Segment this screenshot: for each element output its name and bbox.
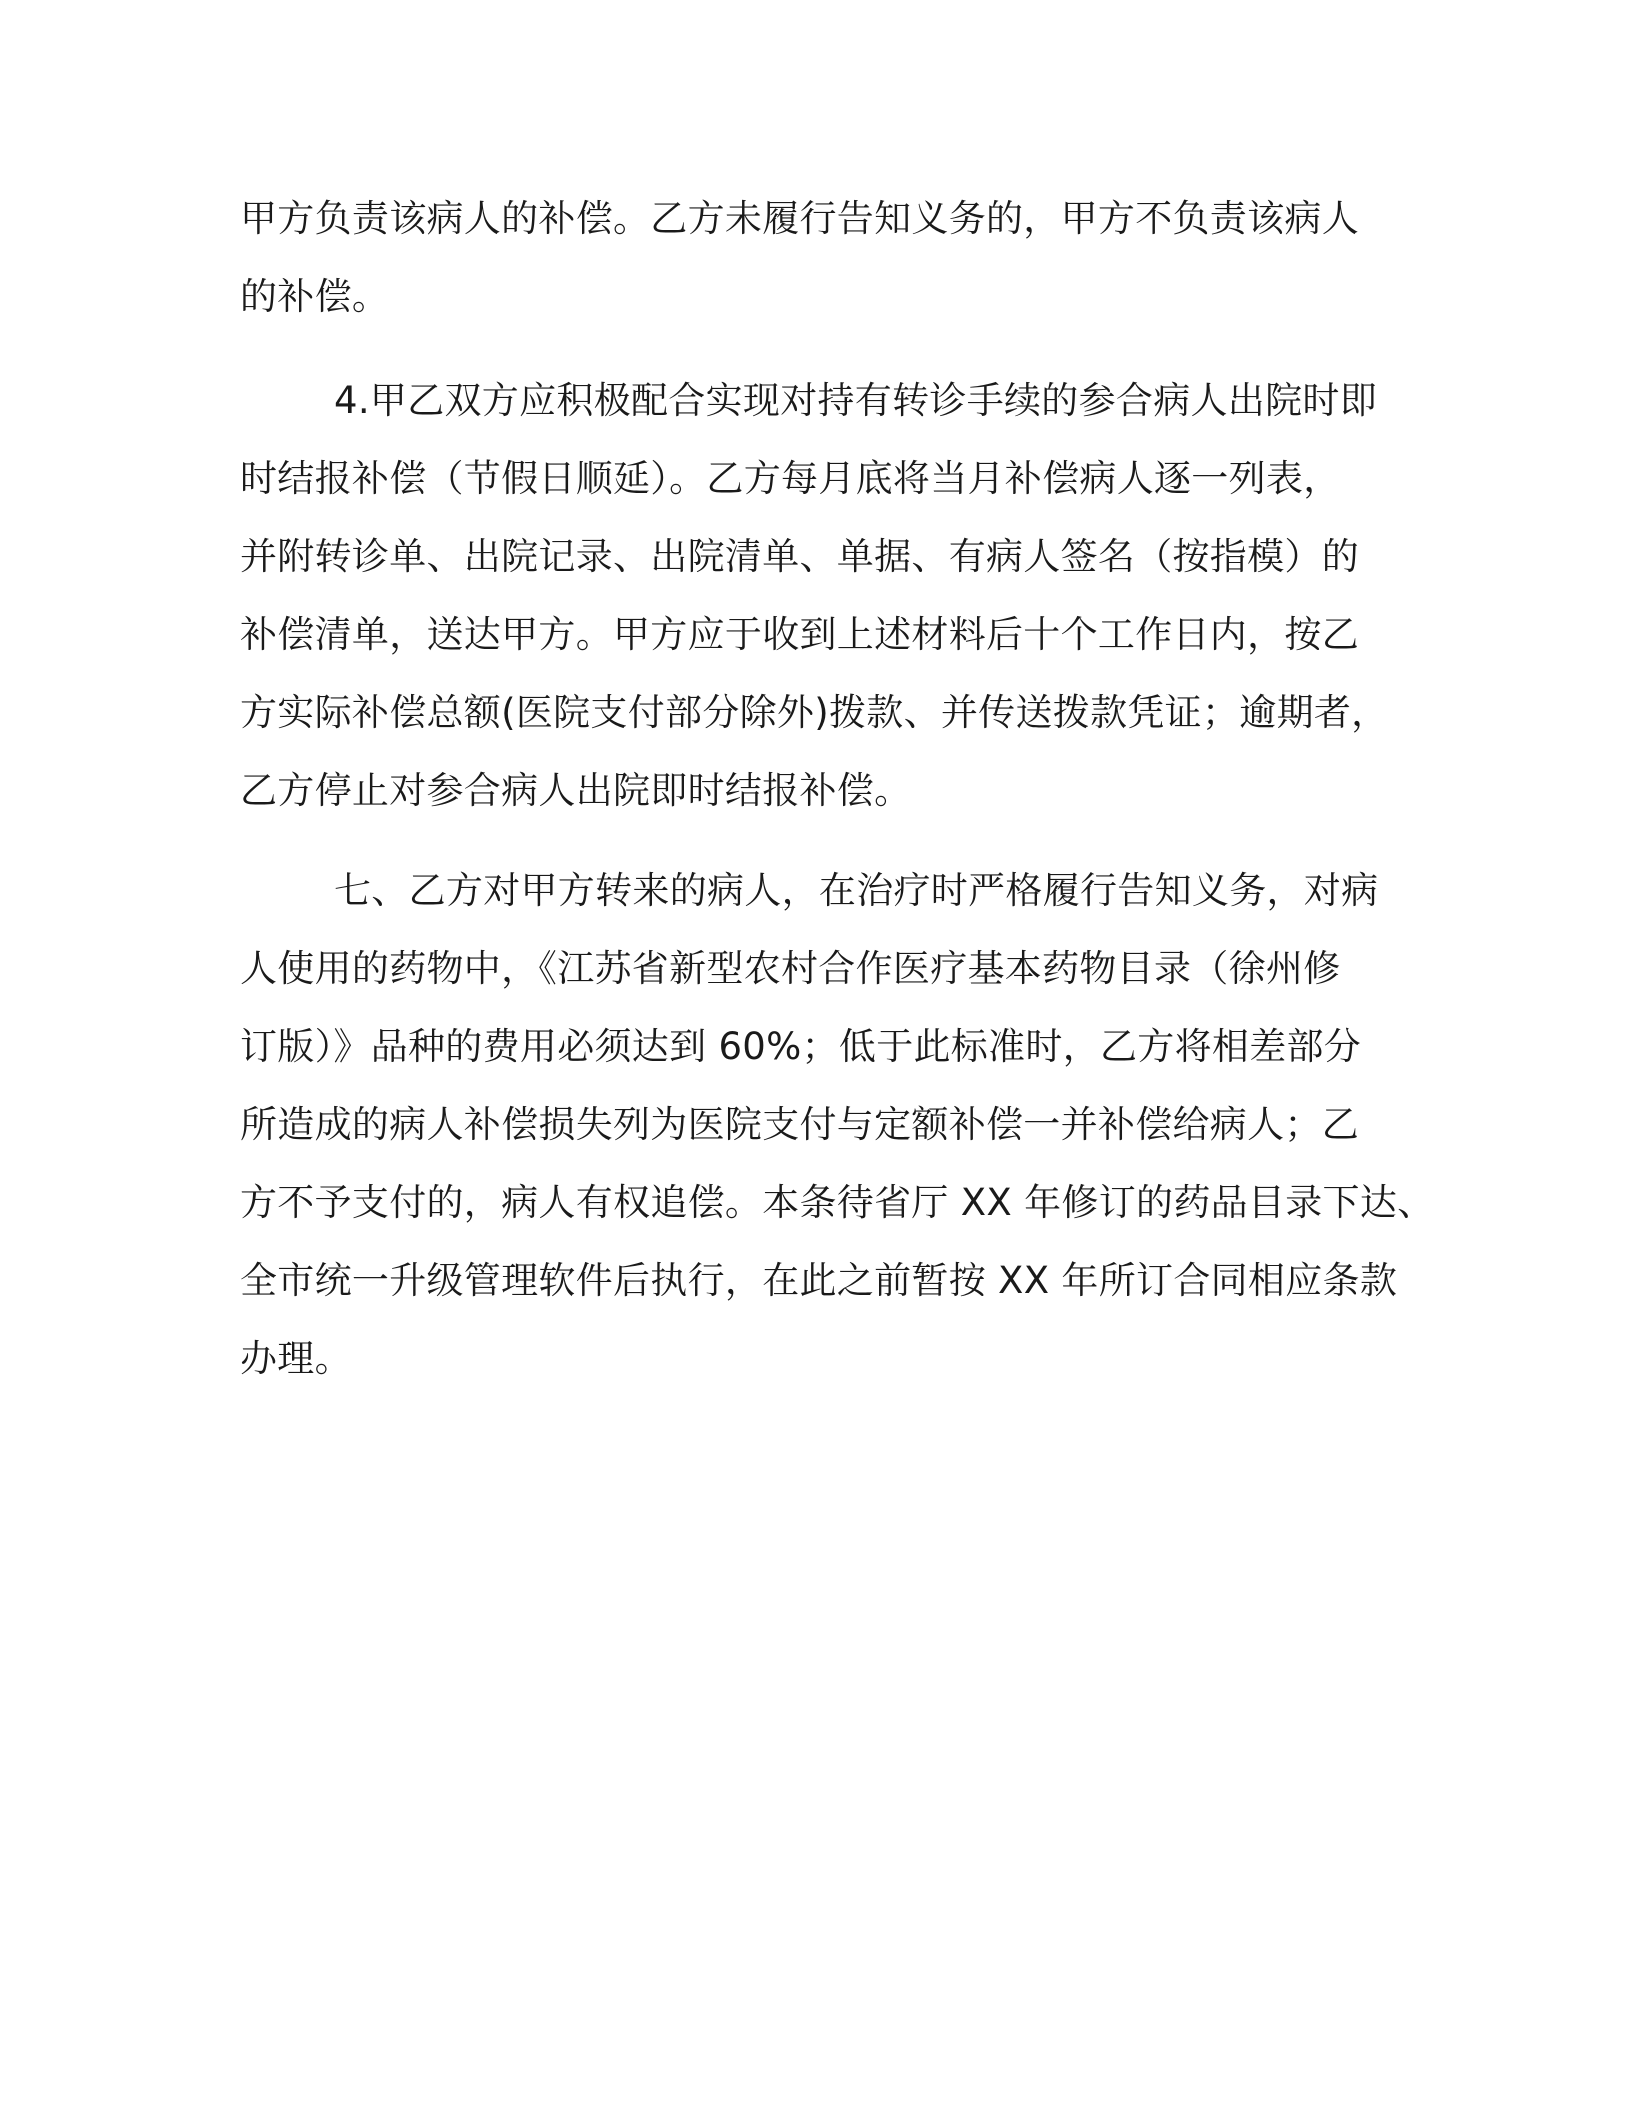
text-line: 4.甲乙双方应积极配合实现对持有转诊手续的参合病人出院时即 xyxy=(334,379,1377,422)
paragraph-clause-4 xyxy=(240,362,1390,830)
text-line: 甲方负责该病人的补偿。乙方未履行告知义务的，甲方不负责该病人 xyxy=(240,197,1359,240)
text-line: 办理。 xyxy=(240,1337,352,1380)
text-line: 补偿清单，送达甲方。甲方应于收到上述材料后十个工作日内，按乙 xyxy=(240,613,1359,656)
paragraph-compensation-responsibility xyxy=(240,180,1390,336)
text-line: 方实际补偿总额(医院支付部分除外)拨款、并传送拨款凭证；逾期者， xyxy=(240,691,1389,734)
text-line: 所造成的病人补偿损失列为医院支付与定额补偿一并补偿给病人；乙 xyxy=(240,1103,1359,1146)
text-line: 的补偿。 xyxy=(240,275,390,318)
text-line: 订版）》品种的费用必须达到 60%；低于此标准时，乙方将相差部分 xyxy=(240,1025,1362,1068)
text-line: 全市统一升级管理软件后执行，在此之前暂按 XX 年所订合同相应条款 xyxy=(240,1259,1398,1302)
text-line: 人使用的药物中，《江苏省新型农村合作医疗基本药物目录（徐州修 xyxy=(240,947,1341,990)
text-line: 并附转诊单、出院记录、出院清单、单据、有病人签名（按指模）的 xyxy=(240,535,1359,578)
text-line: 时结报补偿（节假日顺延）。乙方每月底将当月补偿病人逐一列表， xyxy=(240,457,1341,500)
text-line: 方不予支付的，病人有权追偿。本条待省厅 XX 年修订的药品目录下达、 xyxy=(240,1181,1435,1224)
text-line: 七、乙方对甲方转来的病人，在治疗时严格履行告知义务，对病 xyxy=(334,869,1379,912)
text-line: 乙方停止对参合病人出院即时结报补偿。 xyxy=(240,769,912,812)
paragraph-clause-7 xyxy=(240,852,1435,1398)
